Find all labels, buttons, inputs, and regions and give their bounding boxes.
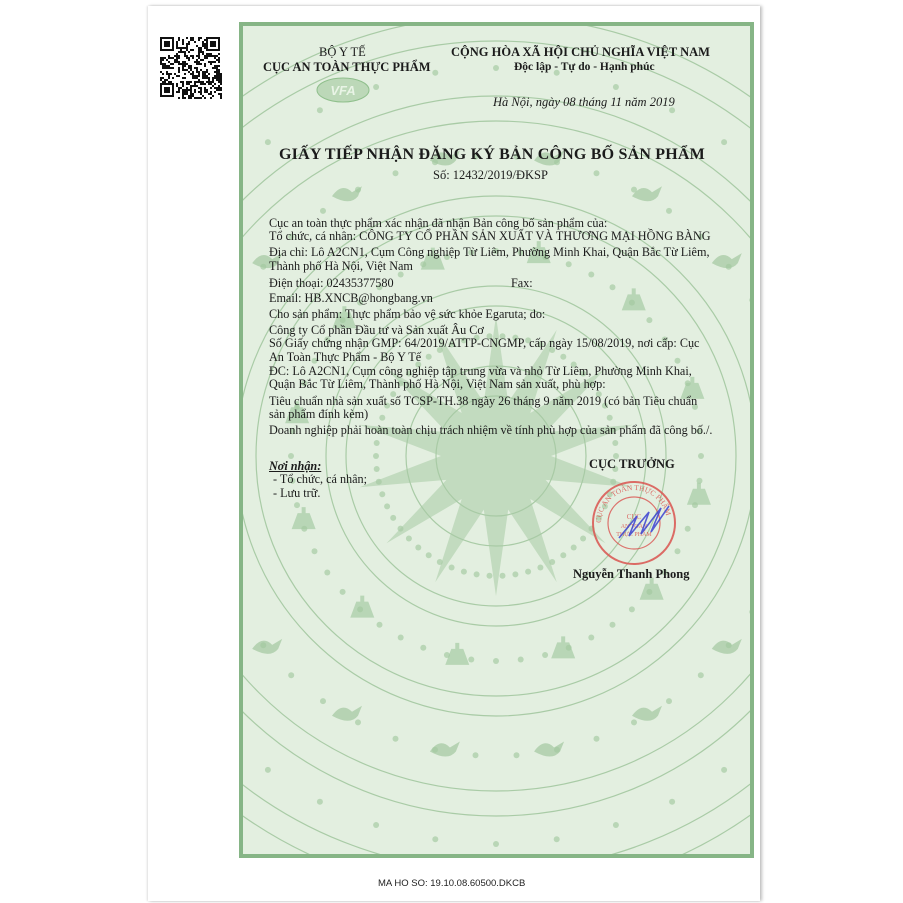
body-line-standard: Tiêu chuẩn nhà sản xuất số TCSP-TH.38 ngày 26 tháng 9 năm 2019 (có bản Tiêu chuẩn — [269, 394, 698, 408]
body-line-4: Thành phố Hà Nội, Việt Nam — [269, 259, 413, 273]
document-title: GIẤY TIẾP NHẬN ĐĂNG KÝ BẢN CÔNG BỐ SẢN PHẨM — [279, 146, 705, 163]
qr-code — [160, 37, 222, 99]
signer-title: CỤC TRƯỞNG — [589, 457, 675, 471]
recipients-heading: Nơi nhận: — [269, 459, 322, 473]
body-line-gmp-2: An Toàn Thực Phẩm - Bộ Y Tế — [269, 350, 422, 364]
body-line-1: Cục an toàn thực phẩm xác nhận đã nhận Bản công bố sản phẩm của: — [269, 216, 608, 230]
body-line-standard-2: sản phẩm đính kèm) — [269, 407, 369, 421]
svg-text:CỤC: CỤC — [626, 513, 642, 521]
recipient-item: - Lưu trữ. — [273, 486, 321, 500]
body-line-phone: Điện thoại: 02435377580 — [269, 276, 394, 290]
vfa-logo-text: VFA — [330, 83, 356, 98]
body-line-product: Cho sản phẩm: Thực phẩm bảo vệ sức khỏe Egaruta; do: — [269, 307, 546, 321]
body-line-responsibility: Doanh nghiệp phải hoàn toàn chịu trách nhiệm về tính phù hợp của sản phẩm đã công bố./. — [269, 423, 713, 437]
stamp-text: CỤC AN TOÀN THỰC PHẨM — [593, 482, 674, 524]
vfa-logo-icon — [315, 76, 371, 104]
certificate — [239, 22, 754, 858]
document-number: Số: 12432/2019/ĐKSP — [433, 168, 548, 182]
body-line-gmp: Số Giấy chứng nhận GMP: 64/2019/ATTP-CNGMP, cấp ngày 15/08/2019, nơi cấp: Cục — [269, 336, 700, 350]
official-stamp — [589, 478, 679, 568]
svg-text:THỰC PHẨM: THỰC PHẨM — [616, 532, 652, 538]
body-line-address-2: Quận Bắc Từ Liêm, Thành phố Hà Nội, Việt Nam sản xuất, phù hợp: — [269, 377, 606, 391]
body-line-address: ĐC: Lô A2CN1, Cụm công nghiệp tập trung vừa và nhỏ Từ Liêm, Phường Minh Khai, — [269, 364, 692, 378]
body-line-3: Địa chỉ: Lô A2CN1, Cụm Công nghiệp Từ Liêm, Phường Minh Khai, Quận Bắc Từ Liêm, — [269, 245, 710, 259]
body-line-email: Email: HB.XNCB@hongbang.vn — [269, 291, 433, 305]
body-line-2: Tổ chức, cá nhân: CÔNG TY CỔ PHẦN SẢN XUẤT VÀ THƯƠNG MẠI HỒNG BÀNG — [269, 229, 711, 243]
signer-name: Nguyễn Thanh Phong — [573, 567, 690, 581]
issue-date: Hà Nội, ngày 08 tháng 11 năm 2019 — [493, 95, 675, 109]
body-line-manufacturer: Công ty Cổ phần Đầu tư và Sản xuất Âu Cơ — [269, 323, 484, 337]
svg-text:AN TOÀN: AN TOÀN — [620, 524, 648, 530]
motto: Độc lập - Tự do - Hạnh phúc — [514, 61, 655, 73]
department-name: CỤC AN TOÀN THỰC PHẨM — [263, 60, 431, 74]
ministry-name: BỘ Y TẾ — [319, 45, 366, 59]
dossier-code: MA HO SO: 19.10.08.60500.DKCB — [378, 878, 526, 889]
country-name: CỘNG HÒA XÃ HỘI CHỦ NGHĨA VIỆT NAM — [451, 45, 710, 59]
recipient-item: - Tổ chức, cá nhân; — [273, 472, 368, 486]
fax-label: Fax: — [511, 276, 533, 290]
